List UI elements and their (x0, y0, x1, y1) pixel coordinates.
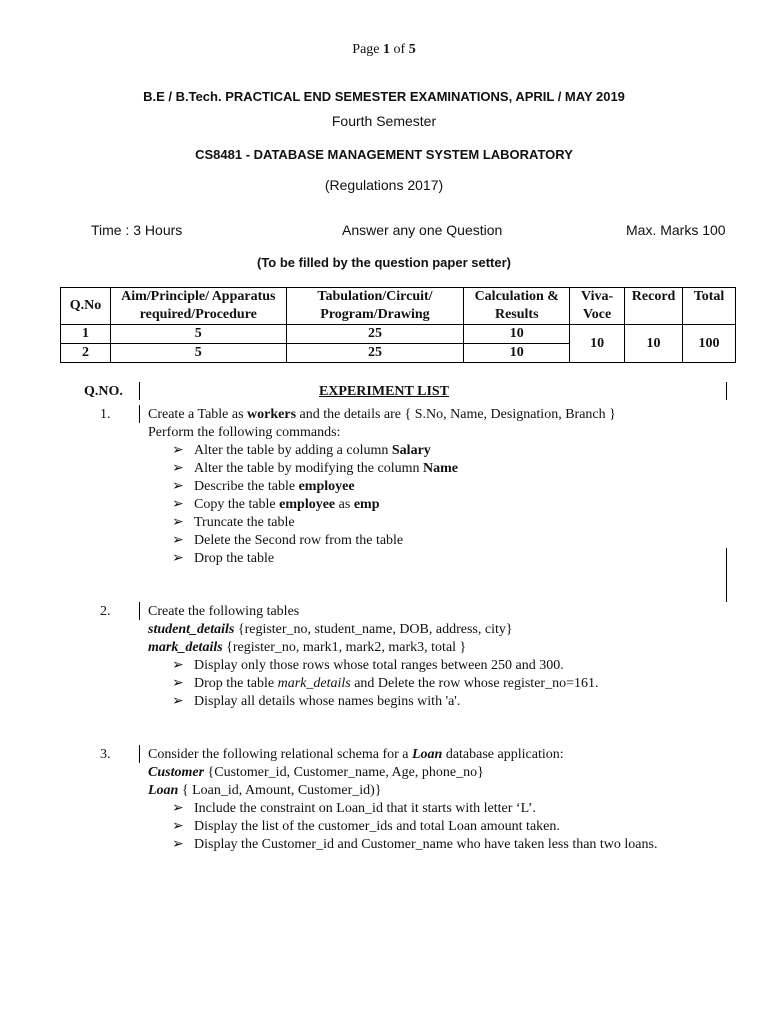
header-record: Record (625, 288, 683, 325)
marks-table (60, 287, 736, 363)
column-divider (726, 548, 727, 602)
page-separator: of (390, 42, 409, 57)
list-item: ➢ Truncate the table (172, 515, 295, 530)
row2-qno: 2 (61, 344, 111, 363)
header-tabulation: Tabulation/Circuit/ Program/Drawing (286, 288, 464, 325)
bullet-arrow-icon: ➢ (172, 694, 184, 709)
bullet-arrow-icon: ➢ (172, 819, 184, 834)
question-number-2: 2. (100, 604, 111, 619)
q1-line2: Perform the following commands: (148, 425, 341, 440)
list-item: ➢ Delete the Second row from the table (172, 533, 404, 548)
list-item: ➢ Drop the table (172, 551, 275, 566)
q3-line1: Consider the following relational schema for a Loan database application: (148, 747, 564, 762)
column-divider (139, 745, 140, 763)
bullet-arrow-icon: ➢ (172, 658, 184, 673)
column-divider (726, 382, 727, 400)
total-marks: 100 (683, 325, 736, 363)
row1-qno: 1 (61, 325, 111, 344)
header-calculation: Calculation & Results (464, 288, 570, 325)
question-number-3: 3. (100, 747, 111, 762)
header-total: Total (683, 288, 736, 325)
question-number-1: 1. (100, 407, 111, 422)
bullet-arrow-icon: ➢ (172, 497, 184, 512)
list-item: ➢ Display all details whose names begins with 'a'. (172, 694, 461, 709)
header-viva: Viva- Voce (570, 288, 625, 325)
row2-tabulation: 25 (286, 344, 464, 363)
row2-calculation: 10 (464, 344, 570, 363)
page-number (0, 42, 768, 58)
marks-header-row (61, 288, 736, 325)
list-item: ➢ Drop the table mark_details and Delete the row whose register_no=161. (172, 676, 599, 691)
page-current: 1 (383, 42, 391, 57)
q2-line1: Create the following tables (148, 604, 300, 619)
bullet-arrow-icon: ➢ (172, 837, 184, 852)
list-item: ➢ Copy the table employee as emp (172, 497, 380, 512)
exam-title: B.E / B.Tech. PRACTICAL END SEMESTER EXAMINATIONS, APRIL / MAY 2019 (143, 89, 625, 104)
page-prefix: Page (352, 42, 384, 57)
record-marks: 10 (625, 325, 683, 363)
q1-line1: Create a Table as workers and the details are { S.No, Name, Designation, Branch } (148, 407, 616, 422)
experiment-list-header: EXPERIMENT LIST (318, 384, 450, 399)
row1-calculation: 10 (464, 325, 570, 344)
bullet-arrow-icon: ➢ (172, 551, 184, 566)
setter-note: (To be filled by the question paper setter) (256, 255, 511, 270)
row1-aim: 5 (110, 325, 286, 344)
list-item: ➢ Display the Customer_id and Customer_name who have taken less than two loans. (172, 837, 658, 852)
row1-tabulation: 25 (286, 325, 464, 344)
bullet-arrow-icon: ➢ (172, 443, 184, 458)
list-item: ➢ Include the constraint on Loan_id that it starts with letter ‘L’. (172, 801, 537, 816)
list-item: ➢ Display the list of the customer_ids and total Loan amount taken. (172, 819, 560, 834)
column-divider (139, 602, 140, 620)
q3-line2: Customer {Customer_id, Customer_name, Age, phone_no} (148, 765, 484, 780)
column-divider (139, 405, 140, 423)
row2-aim: 5 (110, 344, 286, 363)
bullet-arrow-icon: ➢ (172, 676, 184, 691)
bullet-arrow-icon: ➢ (172, 461, 184, 476)
semester: Fourth Semester (331, 113, 437, 129)
header-qno: Q.No (61, 288, 111, 325)
bullet-arrow-icon: ➢ (172, 533, 184, 548)
bullet-arrow-icon: ➢ (172, 801, 184, 816)
max-marks: Max. Marks 100 (626, 222, 726, 238)
qno-header: Q.NO. (84, 384, 123, 399)
q3-line3: Loan { Loan_id, Amount, Customer_id)} (148, 783, 382, 798)
list-item: ➢ Display only those rows whose total ranges between 250 and 300. (172, 658, 564, 673)
time-duration: Time : 3 Hours (91, 222, 183, 238)
list-item: ➢ Alter the table by adding a column Salary (172, 443, 431, 458)
q2-line3: mark_details {register_no, mark1, mark2, mark3, total } (148, 640, 467, 655)
bullet-arrow-icon: ➢ (172, 515, 184, 530)
list-item: ➢ Alter the table by modifying the column Name (172, 461, 459, 476)
table-row (61, 325, 736, 344)
instruction: Answer any one Question (342, 222, 503, 238)
regulations: (Regulations 2017) (324, 177, 444, 193)
bullet-arrow-icon: ➢ (172, 479, 184, 494)
header-aim: Aim/Principle/ Apparatus required/Procedure (110, 288, 286, 325)
course-title: CS8481 - DATABASE MANAGEMENT SYSTEM LABORATORY (195, 147, 573, 162)
page-total: 5 (408, 42, 416, 57)
list-item: ➢ Describe the table employee (172, 479, 355, 494)
viva-marks: 10 (570, 325, 625, 363)
q2-line2: student_details {register_no, student_name, DOB, address, city} (148, 622, 513, 637)
